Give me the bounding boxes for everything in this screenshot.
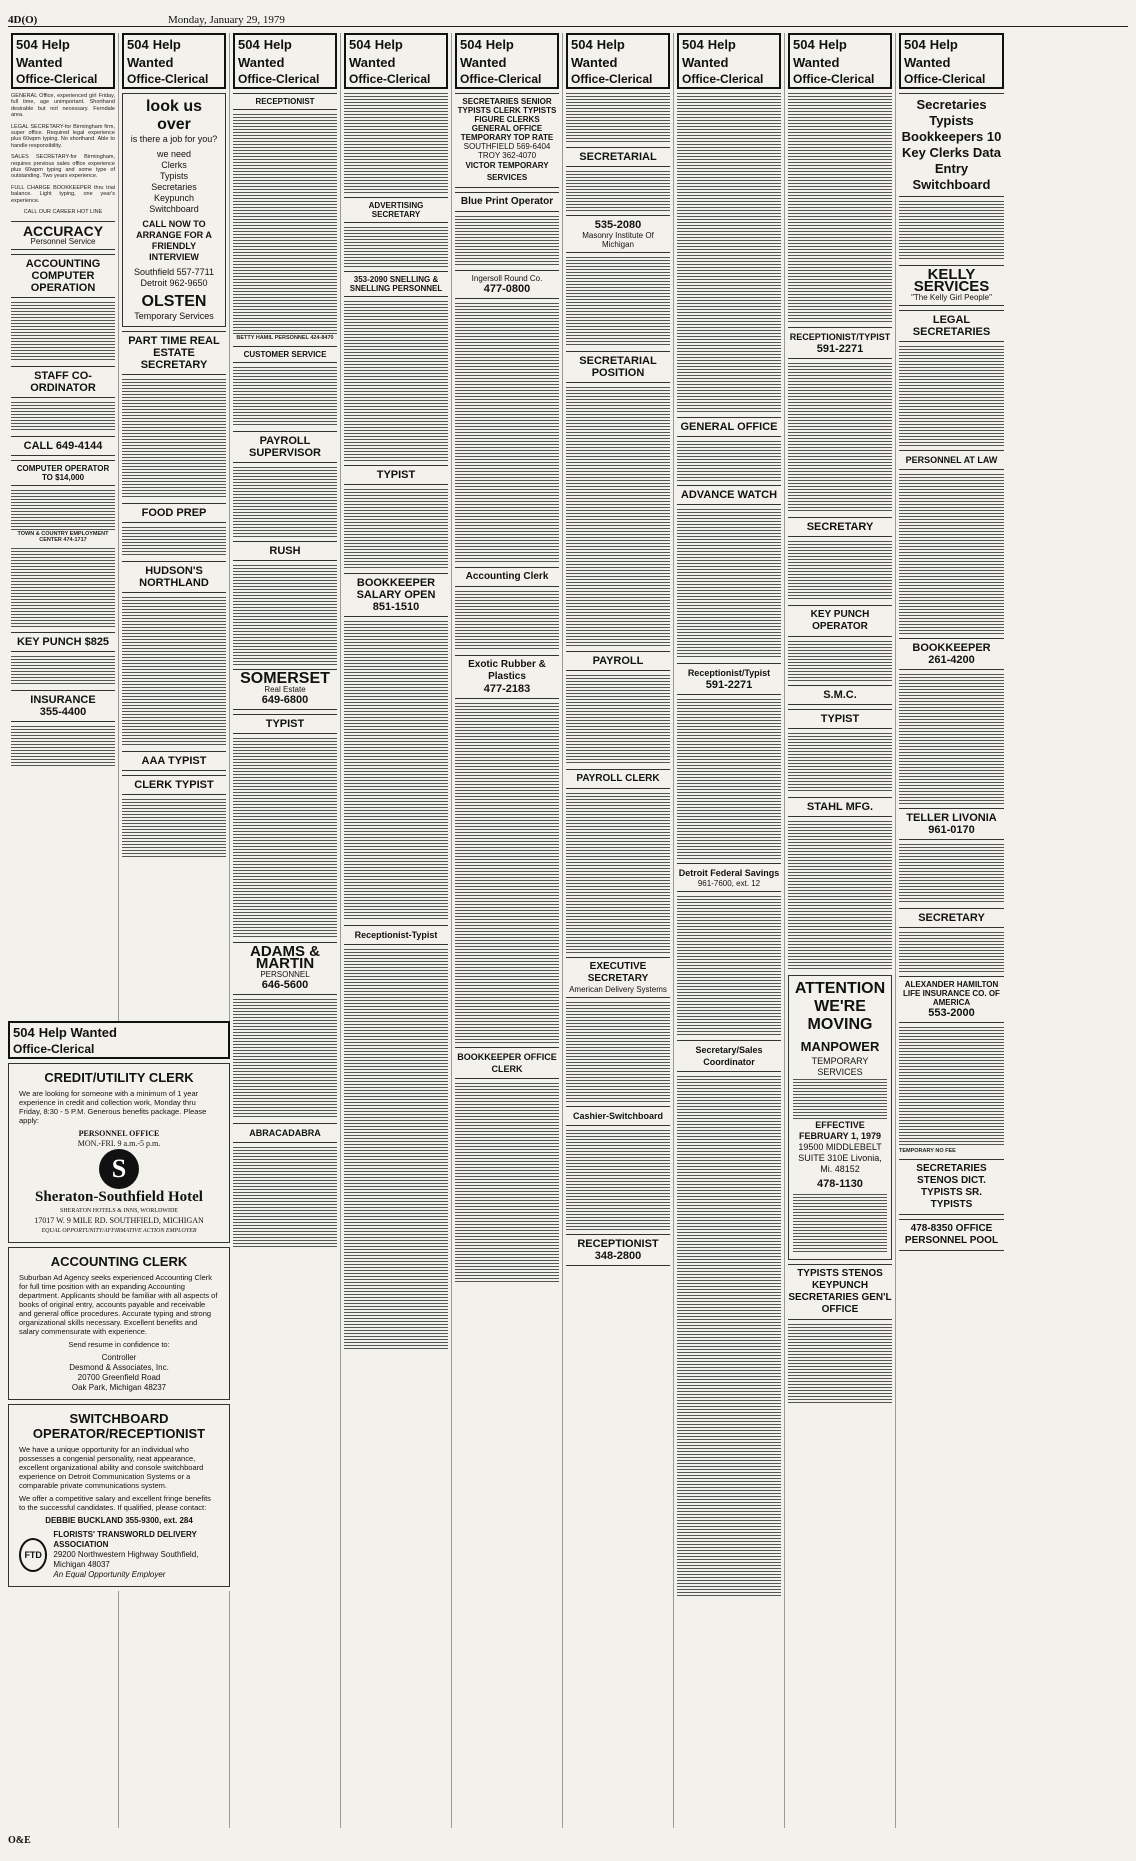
temporary-label: TEMPORARY NO FEE bbox=[899, 1148, 956, 1154]
office-pool-ad: 478-8350 OFFICE PERSONNEL POOL bbox=[899, 1219, 1004, 1251]
receptionist-typist-ad: Receptionist-Typist bbox=[344, 925, 448, 945]
column-5 bbox=[452, 33, 563, 1828]
secretarial-ad: SECRETARIAL bbox=[566, 147, 670, 167]
personnel-law-ad: PERSONNEL AT LAW bbox=[899, 450, 1004, 470]
payroll-clerk-ad: PAYROLL CLERK bbox=[566, 769, 670, 789]
somerset-ad: SOMERSET Real Estate 649-6800 bbox=[233, 669, 337, 710]
insurance-ad: INSURANCE 355-4400 bbox=[11, 690, 115, 722]
typist-ad: TYPIST bbox=[788, 709, 892, 729]
rush-ad: RUSH bbox=[233, 541, 337, 561]
newspaper-page bbox=[8, 6, 1128, 1846]
ftd-logo-icon: FTD bbox=[19, 1538, 47, 1572]
food-ad: FOOD PREP bbox=[122, 503, 226, 523]
keypunch-ad: KEY PUNCH $825 bbox=[11, 632, 115, 652]
parttime-ad: PART TIME REAL ESTATE SECRETARY bbox=[122, 331, 226, 375]
olsten-ad: look us over is there a job for you? we need Clerks Typists Secretaries Keypunch Switchboard CALL NOW TO ARRANGE FOR A FRIENDLY INTERVIEW Southfield 557-7711 Detroit 962-9650 OLSTEN Temporary Services bbox=[122, 93, 226, 327]
victor-ad: SECRETARIES SENIOR TYPISTS CLERK TYPISTS FIGURE CLERKS GENERAL OFFICE TEMPORARY TOP RATE SOUTHFIELD 569-6404 TROY 362-4070 VICTOR TEMPORARY SERVICES bbox=[455, 93, 559, 188]
computer-ad: COMPUTER OPERATOR TO $14,000 bbox=[11, 460, 115, 486]
classified-ad: GENERAL Office, experienced girl Friday, full time, age unimportant. Shorthand desirable but not necessary. Ferndale area. bbox=[11, 93, 115, 119]
column-4 bbox=[341, 33, 452, 1828]
coordinator-ad: Secretary/Sales Coordinator bbox=[677, 1040, 781, 1072]
staff-ad: STAFF CO-ORDINATOR bbox=[11, 366, 115, 398]
reception-typist-ad: Receptionist/Typist 591-2271 bbox=[677, 663, 781, 695]
smc-ad: S.M.C. bbox=[788, 685, 892, 705]
detroit-federal-ad: Detroit Federal Savings 961-7600, ext. 12 bbox=[677, 863, 781, 892]
credit-clerk-ad: CREDIT/UTILITY CLERK We are looking for someone with a minimum of 1 year experience in credit and collection work, Monday thru Friday, 8:30 - 5 P.M. Generous benefits package. Please apply: PERSONNEL OFFICE MON.-FRI. 9 a.m.-5 p.m. S Sheraton-Southfield Hotel SHERATON HOTELS & INNS, WORLDWIDE 17017 W. 9 MILE RD. SOUTHFIELD, MICHIGAN EQUAL OPPORTUNITY/AFFIRMATIVE ACTION EMPLOYER bbox=[8, 1063, 230, 1243]
receptionist-ad: RECEPTIONIST 348-2800 bbox=[566, 1234, 670, 1266]
cashier-ad: Cashier-Switchboard bbox=[566, 1106, 670, 1126]
secretary-ad: SECRETARY bbox=[788, 517, 892, 537]
secretarial-position-ad: SECRETARIAL POSITION bbox=[566, 351, 670, 383]
sec-list-ad: SECRETARIES STENOS DICT. TYPISTS SR. TYPISTS bbox=[899, 1159, 1004, 1215]
aaa-ad: AAA TYPIST bbox=[122, 751, 226, 771]
exotic-ad: Exotic Rubber & Plastics 477-2183 bbox=[455, 655, 559, 699]
abracadabra-ad: ABRACADABRA bbox=[233, 1123, 337, 1143]
payroll-ad: PAYROLL SUPERVISOR bbox=[233, 431, 337, 463]
page-number: 4D(O) bbox=[8, 14, 38, 26]
section-header: 504 Help Wanted Office-Clerical bbox=[8, 1021, 230, 1059]
section-header: 504 Help Wanted Office-Clerical bbox=[344, 33, 448, 89]
masonry-ad: 535-2080 Masonry Institute Of Michigan bbox=[566, 215, 670, 253]
switchboard-ad: SWITCHBOARD OPERATOR/RECEPTIONIST We have a unique opportunity for an individual who possesses a congenial personality, neat appearance, excellent organizational ability and console switchboard experience on Detroit Communication Systems or a comparable private communications system. We offer a competitive salary and excellent fringe benefits to the successful candidates. If qualified, please contact: DEBBIE BUCKLAND 355-9300, ext. 284 FTD FLORISTS' TRANSWORLD DELIVERY ASSOCIATION 29200 Northwestern Highway Southfield, Michigan 48037 An Equal Opportunity Employer bbox=[8, 1404, 230, 1587]
page-header bbox=[8, 6, 1128, 27]
section-header: 504 Help Wanted Office-Clerical bbox=[455, 33, 559, 89]
kelly-jobs: Secretaries Typists Bookkeepers 10 Key Clerks Data Entry Switchboard bbox=[899, 93, 1004, 197]
town-country: TOWN & COUNTRY EMPLOYMENT CENTER 474-1717 bbox=[17, 530, 109, 543]
manpower-ad: ATTENTION WE'RE MOVING MANPOWER TEMPORARY SERVICES EFFECTIVE FEBRUARY 1, 1979 19500 MIDDLEBELT SUITE 310E Livonia, Mi. 48152 478-1130 bbox=[788, 975, 892, 1260]
column-6 bbox=[563, 33, 674, 1828]
section-header: 504 Help Wanted Office-Clerical bbox=[899, 33, 1004, 89]
bookkeeper-ad: BOOKKEEPER SALARY OPEN 851-1510 bbox=[344, 573, 448, 617]
typists-list-ad: TYPISTS STENOS KEYPUNCH SECRETARIES GEN'L OFFICE bbox=[788, 1264, 892, 1320]
ingersoll-ad: Ingersoll Round Co. 477-0800 bbox=[455, 270, 559, 299]
accounting-ad: ACCOUNTING COMPUTER OPERATION bbox=[11, 254, 115, 298]
keypunch-ad: KEY PUNCH OPERATOR bbox=[788, 605, 892, 637]
blueprint-ad: Blue Print Operator bbox=[455, 192, 559, 212]
classified-ad: SALES SECRETARY-for Birmingham, requires previous sales office experience plus 60wpm typing and some type of outstanding. Two years experience. bbox=[11, 154, 115, 180]
advance-ad: ADVANCE WATCH bbox=[677, 485, 781, 505]
column-9 bbox=[896, 33, 1007, 1828]
section-header: 504 Help Wanted Office-Clerical bbox=[788, 33, 892, 89]
betty-hamil: BETTY HAMIL PERSONNEL 424-8470 bbox=[236, 335, 334, 341]
dateline: Monday, January 29, 1979 bbox=[168, 14, 285, 26]
clerk-typist-ad: CLERK TYPIST bbox=[122, 775, 226, 795]
legal-ad: LEGAL SECRETARIES bbox=[899, 310, 1004, 342]
reception-typist-ad: RECEPTIONIST/TYPIST 591-2271 bbox=[788, 327, 892, 359]
customer-ad: CUSTOMER SERVICE bbox=[233, 346, 337, 363]
column-3 bbox=[230, 33, 341, 1828]
executive-ad: EXECUTIVE SECRETARY American Delivery Systems bbox=[566, 957, 670, 998]
payroll-ad: PAYROLL bbox=[566, 651, 670, 671]
hotline-text: CALL OUR CAREER HOT LINE bbox=[23, 209, 103, 216]
stahl-ad: STAHL MFG. bbox=[788, 797, 892, 817]
adams-ad: ADAMS & MARTIN PERSONNEL 646-5600 bbox=[233, 942, 337, 995]
classified-ad: LEGAL SECRETARY-for Birmingham firm, super office. Required legal experience plus 60wpm typing. No shorthand. Able to handle responsibility. bbox=[11, 123, 115, 149]
bookkeeper-ad: BOOKKEEPER 261-4200 bbox=[899, 638, 1004, 670]
section-header: 504 Help Wanted Office-Clerical bbox=[566, 33, 670, 89]
accounting-clerk-ad: Accounting Clerk bbox=[455, 567, 559, 587]
typist-ad: TYPIST bbox=[344, 465, 448, 485]
teller-ad: TELLER LIVONIA 961-0170 bbox=[899, 808, 1004, 840]
snelling-ad: 353-2090 SNELLING & SNELLING PERSONNEL bbox=[344, 271, 448, 297]
column-8 bbox=[785, 33, 896, 1828]
accuracy-ad: ACCURACY Personnel Service bbox=[11, 221, 115, 250]
advertising-ad: ADVERTISING SECRETARY bbox=[344, 197, 448, 223]
wide-ads bbox=[8, 1021, 230, 1591]
bookkeeper-office-ad: BOOKKEEPER OFFICE CLERK bbox=[455, 1047, 559, 1079]
kelly-ad: KELLY SERVICES "The Kelly Girl People" bbox=[899, 265, 1004, 306]
call-ad: CALL 649-4144 bbox=[11, 436, 115, 456]
page-footer: O&E bbox=[8, 1835, 31, 1846]
column-7 bbox=[674, 33, 785, 1828]
alexander-ad: ALEXANDER HAMILTON LIFE INSURANCE CO. OF AMERICA 553-2000 bbox=[899, 976, 1004, 1023]
section-header: 504 Help Wanted Office-Clerical bbox=[677, 33, 781, 89]
secretary-ad: SECRETARY bbox=[899, 908, 1004, 928]
section-header: 504 Help Wanted Office-Clerical bbox=[11, 33, 115, 89]
accounting-clerk-wide-ad: ACCOUNTING CLERK Suburban Ad Agency seeks experienced Accounting Clerk for full time position with an expanding Accounting department. Applicants should be familiar with all aspects of books of original entry, accounts payable and receivable and general office procedures. Accurate typing and strong organizational skills necessary. Excellent benefits and salary commensurate with experience. Send resume in confidence to: Controller Desmond & Associates, Inc. 20700 Greenfield Road Oak Park, Michigan 48237 bbox=[8, 1247, 230, 1400]
section-header: 504 Help Wanted Office-Clerical bbox=[233, 33, 337, 89]
sheraton-logo-icon: S bbox=[99, 1149, 139, 1189]
classified-ad: FULL CHARGE BOOKKEEPER thru trial balance. Light typing, one year's experience. bbox=[11, 184, 115, 204]
section-header: 504 Help Wanted Office-Clerical bbox=[122, 33, 226, 89]
typist-ad: TYPIST bbox=[233, 714, 337, 734]
reception-ad: RECEPTIONIST bbox=[233, 93, 337, 110]
general-office-ad: GENERAL OFFICE bbox=[677, 417, 781, 437]
hudson-ad: HUDSON'S NORTHLAND bbox=[122, 561, 226, 593]
